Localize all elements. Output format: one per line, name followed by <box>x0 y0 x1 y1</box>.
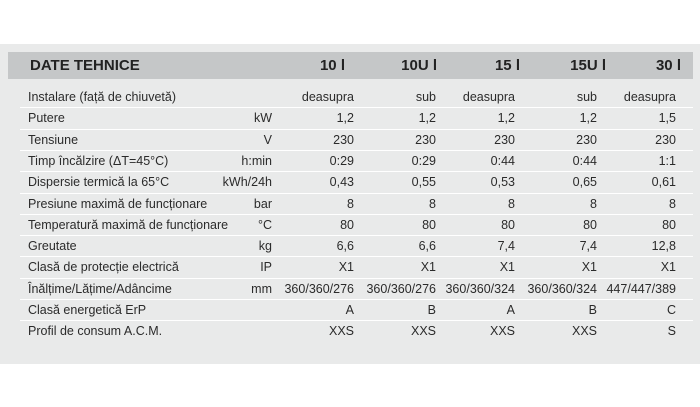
column-header-10ul: 10U l <box>401 57 437 74</box>
table-cell: 360/360/276 <box>366 281 436 296</box>
table-cell: 80 <box>340 217 354 232</box>
table-cell: C <box>666 303 676 317</box>
table-cell: 230 <box>655 132 676 147</box>
table-cell: 8 <box>429 196 436 211</box>
table-cell: deasupra <box>623 90 676 104</box>
table-cell: 80 <box>422 217 436 232</box>
table-cell: 8 <box>347 196 354 211</box>
table-row <box>0 321 700 342</box>
row-label: Timp încălzire (ΔT=45°C) <box>28 153 169 168</box>
table-cell: 447/447/389 <box>606 281 676 296</box>
table-cell: X1 <box>499 260 515 275</box>
row-label: Clasă de protecție electrică <box>28 260 179 275</box>
table-cell: 0,65 <box>572 175 597 190</box>
table-cell: 6,6 <box>418 239 436 254</box>
table-cell: 0:29 <box>411 153 436 168</box>
row-unit: V <box>263 132 272 147</box>
row-label: Clasă energetică ErP <box>28 303 147 317</box>
column-header-30l: 30 l <box>655 57 681 74</box>
table-cell: 1,2 <box>336 111 354 126</box>
table-row <box>0 172 700 193</box>
row-unit: kWh/24h <box>222 175 272 190</box>
table-cell: 12,8 <box>651 239 676 254</box>
table-cell: 7,4 <box>497 239 515 254</box>
table-cell: 80 <box>662 217 676 232</box>
table-cell: A <box>506 303 515 317</box>
table-cell: XXS <box>410 324 436 339</box>
table-cell: XXS <box>571 324 597 339</box>
row-unit: mm <box>251 281 272 296</box>
table-cell: 80 <box>501 217 515 232</box>
table-row <box>0 108 700 129</box>
table-cell: 7,4 <box>579 239 597 254</box>
table-cell: X1 <box>420 260 436 275</box>
row-label: Presiune maximă de funcționare <box>28 196 208 211</box>
table-cell: deasupra <box>301 90 354 104</box>
table-cell: 360/360/276 <box>284 281 354 296</box>
table-cell: 230 <box>494 132 515 147</box>
column-header-15ul: 15U l <box>570 57 606 74</box>
table-row <box>0 279 700 300</box>
row-label: Înălțime/Lățime/Adâncime <box>28 281 172 296</box>
table-title: DATE TEHNICE <box>30 57 140 74</box>
table-row <box>0 130 700 151</box>
row-label: Temperatură maximă de funcționare <box>28 217 229 232</box>
table-cell: 360/360/324 <box>527 281 597 296</box>
row-label: Instalare (față de chiuvetă) <box>28 90 176 104</box>
row-unit: h:min <box>241 153 272 168</box>
table-cell: 0:29 <box>329 153 354 168</box>
table-cell: X1 <box>660 260 676 275</box>
table-cell: 1,2 <box>497 111 515 126</box>
table-cell: 6,6 <box>336 239 354 254</box>
table-cell: S <box>667 324 676 339</box>
table-cell: 0,43 <box>329 175 354 190</box>
table-cell: XXS <box>328 324 354 339</box>
table-cell: 1,5 <box>658 111 676 126</box>
row-label: Dispersie termică la 65°C <box>28 175 170 190</box>
table-header <box>8 52 693 79</box>
table-cell: 0,53 <box>490 175 515 190</box>
table-cell: 1,2 <box>579 111 597 126</box>
table-row <box>0 215 700 236</box>
row-unit: °C <box>257 217 272 232</box>
column-header-10l: 10 l <box>319 57 345 74</box>
table-cell: 1:1 <box>658 153 676 168</box>
table-cell: 80 <box>583 217 597 232</box>
table-cell: X1 <box>338 260 354 275</box>
row-label: Profil de consum A.C.M. <box>28 324 163 339</box>
table-cell: X1 <box>581 260 597 275</box>
table-cell: B <box>588 303 597 317</box>
table-cell: 8 <box>669 196 676 211</box>
table-cell: 230 <box>415 132 436 147</box>
table-row <box>0 300 700 321</box>
table-cell: 0:44 <box>490 153 515 168</box>
row-label: Greutate <box>28 239 77 254</box>
table-row <box>0 87 700 108</box>
table-cell: sub <box>576 90 597 104</box>
row-label: Tensiune <box>28 132 79 147</box>
table-cell: 0,61 <box>651 175 676 190</box>
row-unit: kW <box>253 111 272 126</box>
row-label: Putere <box>28 111 65 126</box>
table-cell: 360/360/324 <box>445 281 515 296</box>
table-cell: 0,55 <box>411 175 436 190</box>
column-header-15l: 15 l <box>494 57 520 74</box>
table-cell: XXS <box>489 324 515 339</box>
table-row <box>0 236 700 257</box>
table-cell: 1,2 <box>418 111 436 126</box>
table-cell: 230 <box>333 132 354 147</box>
table-cell: 8 <box>590 196 597 211</box>
table-cell: deasupra <box>462 90 515 104</box>
row-unit: kg <box>258 239 272 254</box>
table-row <box>0 257 700 278</box>
table-row <box>0 194 700 215</box>
table-cell: A <box>345 303 354 317</box>
table-cell: 8 <box>508 196 515 211</box>
table-cell: sub <box>415 90 436 104</box>
table-cell: B <box>427 303 436 317</box>
technical-data-table <box>0 44 700 364</box>
table-row <box>0 151 700 172</box>
row-unit: bar <box>253 196 272 211</box>
table-cell: 230 <box>576 132 597 147</box>
row-unit: IP <box>260 260 272 275</box>
table-cell: 0:44 <box>572 153 597 168</box>
